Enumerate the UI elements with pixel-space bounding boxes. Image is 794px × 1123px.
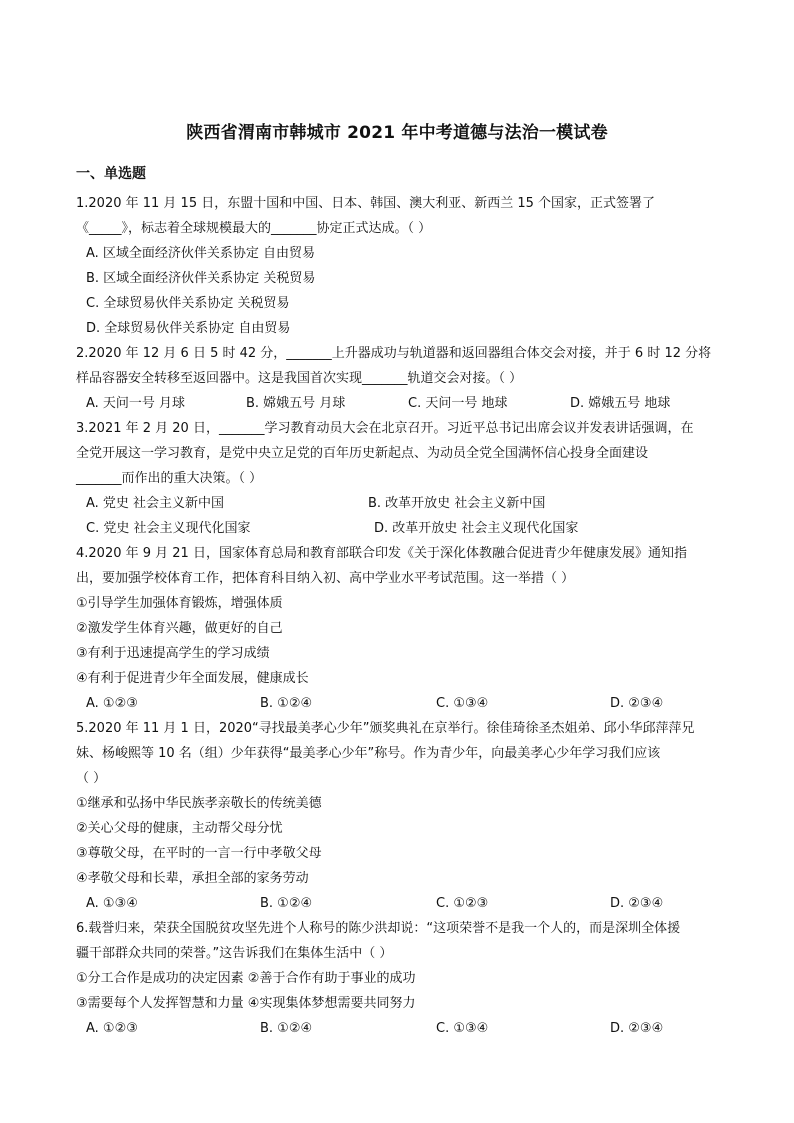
q3-stem-line3: _______而作出的重大决策。（ ） (76, 471, 263, 486)
q4-item-3: ③有利于迅速提高学生的学习成绩 (76, 646, 270, 661)
q2-stem-line1: 2.2020 年 12 月 6 日 5 时 42 分，_______上升器成功与轨道器和返回器组合体交会对接，并于 6 时 12 分将 (76, 346, 712, 361)
q4-item-2: ②激发学生体育兴趣，做更好的自己 (76, 621, 283, 636)
section-heading: 一、单选题 (76, 166, 146, 182)
q6-item-row-2: ③需要每个人发挥智慧和力量 ④实现集体梦想需要共同努力 (76, 996, 416, 1011)
q5-option-b: B. ①②④ (260, 896, 313, 911)
q6-stem-line1: 6.载誉归来，荣获全国脱贫攻坚先进个人称号的陈少洪却说：“这项荣誉不是我一个人的，而是深圳全体援 (76, 921, 681, 936)
q6-option-c: C. ①③④ (436, 1021, 489, 1036)
q3-stem-line2: 全党开展这一学习教育，是党中央立足党的百年历史新起点、为动员全党全国满怀信心投身全面建设 (76, 446, 649, 461)
q4-item-1: ①引导学生加强体育锻炼，增强体质 (76, 596, 283, 611)
page-title: 陕西省渭南市韩城市 2021 年中考道德与法治一模试卷 (186, 123, 608, 143)
q5-stem-line2: 妹、杨峻熙等 10 名（组）少年获得“最美孝心少年”称号。作为青少年，向最美孝心少年学习我们应该 (76, 746, 661, 761)
q5-item-1: ①继承和弘扬中华民族孝亲敬长的传统美德 (76, 796, 322, 811)
q5-option-a: A. ①③④ (86, 896, 138, 911)
q3-option-b: B. 改革开放史 社会主义新中国 (368, 496, 546, 511)
q4-stem-line2: 出，要加强学校体育工作，把体育科目纳入初、高中学业水平考试范围。这一举措（ ） (76, 571, 575, 586)
q6-stem-line2: 疆干部群众共同的荣誉。”这告诉我们在集体生活中（ ） (76, 946, 393, 961)
q3-option-d: D. 改革开放史 社会主义现代化国家 (374, 521, 579, 536)
q5-stem-line3: （ ） (76, 771, 107, 786)
q6-item-row-1: ①分工合作是成功的决定因素 ②善于合作有助于事业的成功 (76, 971, 416, 986)
q1-option-c: C. 全球贸易伙伴关系协定 关税贸易 (86, 296, 290, 311)
q1-option-a: A. 区域全面经济伙伴关系协定 自由贸易 (86, 246, 316, 261)
q4-stem-line1: 4.2020 年 9 月 21 日，国家体育总局和教育部联合印发《关于深化体教融合促进青少年健康发展》通知指 (76, 546, 687, 561)
q4-item-4: ④有利于促进青少年全面发展，健康成长 (76, 671, 309, 686)
q4-option-c: C. ①③④ (436, 696, 489, 711)
q5-item-3: ③尊敬父母，在平时的一言一行中孝敬父母 (76, 846, 322, 861)
q5-option-c: C. ①②③ (436, 896, 489, 911)
q6-option-d: D. ②③④ (610, 1021, 664, 1036)
q4-option-d: D. ②③④ (610, 696, 664, 711)
q3-option-a: A. 党史 社会主义新中国 (86, 496, 225, 511)
q3-stem-line1: 3.2021 年 2 月 20 日，_______学习教育动员大会在北京召开。习近平总书记出席会议并发表讲话强调，在 (76, 421, 694, 436)
q5-stem-line1: 5.2020 年 11 月 1 日，2020“寻找最美孝心少年”颁奖典礼在京举行。徐佳琦徐圣杰姐弟、邱小华邱萍萍兄 (76, 721, 695, 736)
q1-stem-line2: 《_____》，标志着全球规模最大的_______协定正式达成。（ ） (76, 221, 432, 236)
q1-option-d: D. 全球贸易伙伴关系协定 自由贸易 (86, 321, 291, 336)
q4-option-a: A. ①②③ (86, 696, 138, 711)
q6-option-b: B. ①②④ (260, 1021, 313, 1036)
q1-stem-line1: 1.2020 年 11 月 15 日，东盟十国和中国、日本、韩国、澳大利亚、新西兰 15 个国家，正式签署了 (76, 196, 656, 211)
q2-option-b: B. 嫦娥五号 月球 (246, 396, 346, 411)
q2-option-a: A. 天问一号 月球 (86, 396, 186, 411)
q2-stem-line2: 样品容器安全转移至返回器中。这是我国首次实现_______轨道交会对接。（ ） (76, 371, 523, 386)
q5-item-2: ②关心父母的健康，主动帮父母分忧 (76, 821, 283, 836)
q2-option-d: D. 嫦娥五号 地球 (570, 396, 671, 411)
q6-option-a: A. ①②③ (86, 1021, 138, 1036)
q5-item-4: ④孝敬父母和长辈，承担全部的家务劳动 (76, 871, 309, 886)
q2-option-c: C. 天问一号 地球 (408, 396, 508, 411)
q5-option-d: D. ②③④ (610, 896, 664, 911)
q3-option-c: C. 党史 社会主义现代化国家 (86, 521, 251, 536)
q4-option-b: B. ①②④ (260, 696, 313, 711)
q1-option-b: B. 区域全面经济伙伴关系协定 关税贸易 (86, 271, 316, 286)
